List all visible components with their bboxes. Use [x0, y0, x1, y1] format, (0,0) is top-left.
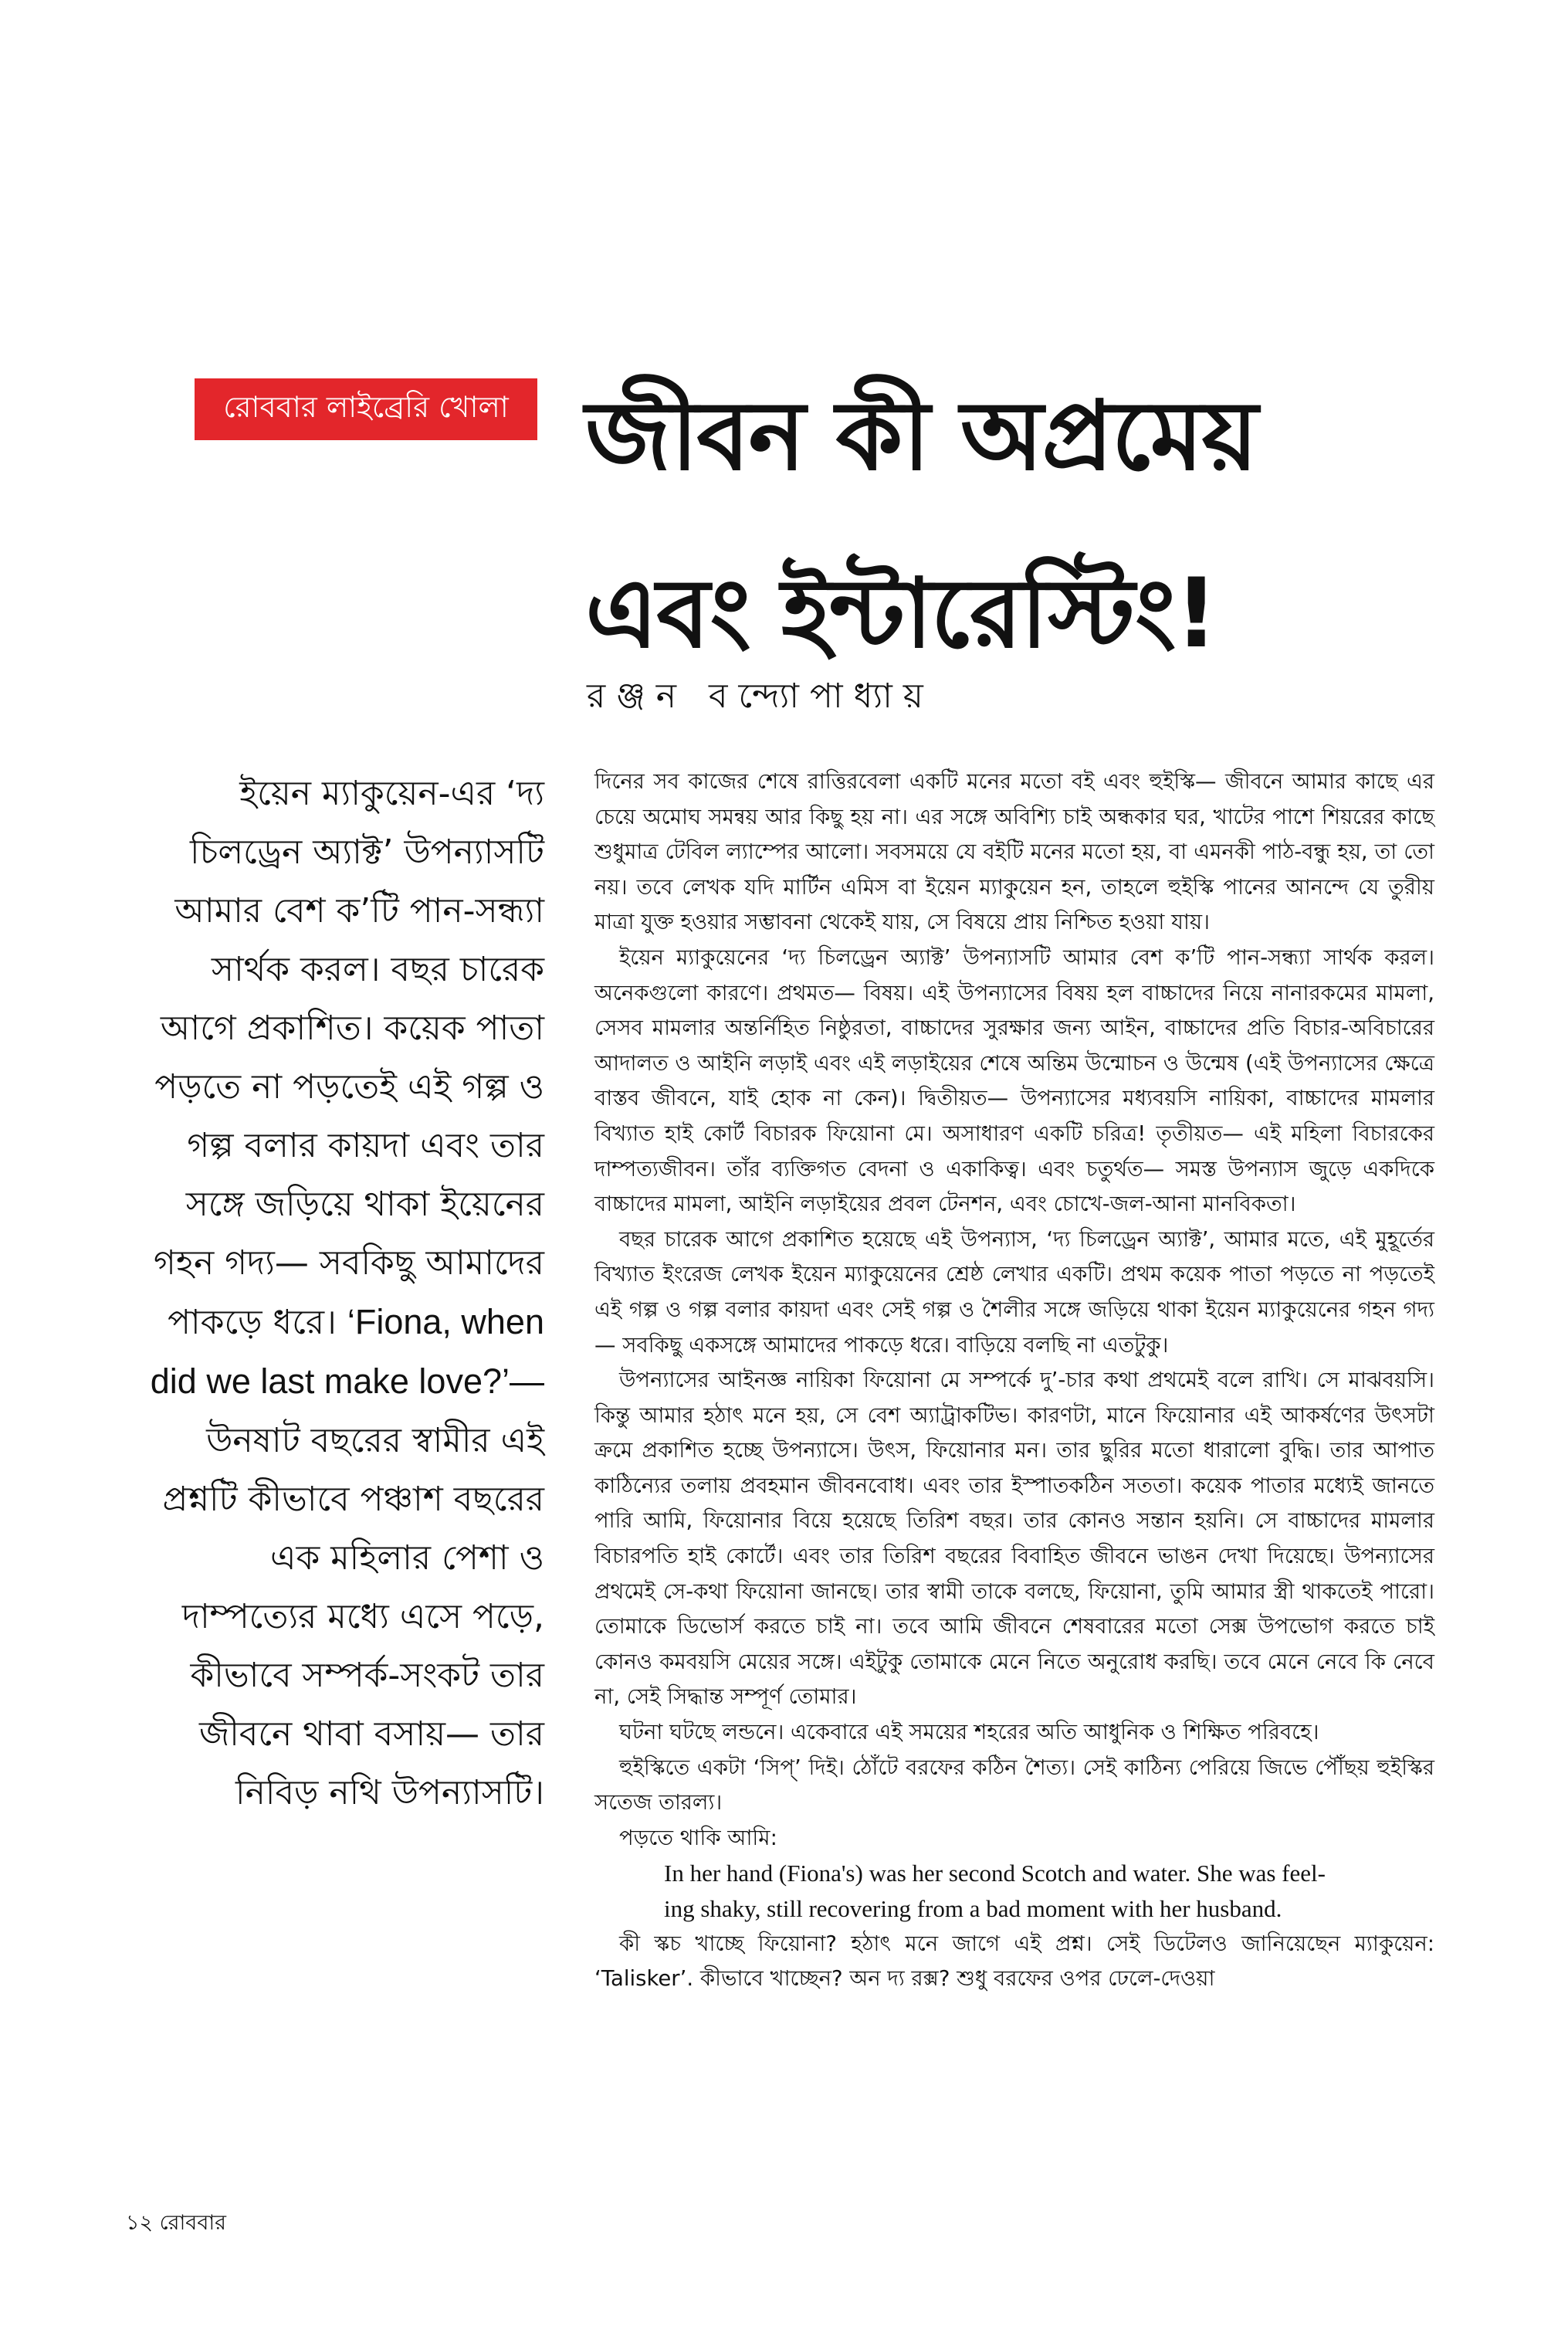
headline: [585, 348, 1473, 703]
body-paragraph-4: উপন্যাসের আইনজ্ঞ নায়িকা ফিয়োনা মে সম্পর্কে দু’-চার কথা প্রথমেই বলে রাখি। সে মাঝবয়সি। কিন্তু আমার হঠাৎ মনে হয়, সে বেশ অ্যাট্রাকটিভ। কারণটা, মানে ফিয়োনার এই আকর্ষণের উৎসটা ক্রমে প্রকাশিত হচ্ছে উপন্যাসে। উৎস, ফিয়োনার মন। তার ছুরির মতো ধারালো বুদ্ধি। তার আপাত কাঠিন্যের তলায় প্রবহমান জীবনবোধ। এবং তার ইস্পাতকঠিন সততা। কয়েক পাতার মধ্যেই জানতে পারি আমি, ফিয়োনার বিয়ে হয়েছে তিরিশ বছর। তার কোনও সন্তান হয়নি। সে বাচ্চাদের মামলার বিচারপতি হাই কোর্টে। এবং তার তিরিশ বছরের বিবাহিত জীবনে ভাঙন দেখা দিয়েছে। উপন্যাসের প্রথমেই সে-কথা ফিয়োনা জানছে। তার স্বামী তাকে বলছে, ফিয়োনা, তুমি আমার স্ত্রী থাকতেই পারো। তোমাকে ডিভোর্স করতে চাই না। তবে আমি জীবনে শেষবারের মতো সেক্স উপভোগ করতে চাই কোনও কমবয়সি মেয়ের সঙ্গে। এইটুকু তোমাকে মেনে নিতে অনুরোধ করছি। তবে মেনে নেবে কি নেবে না, সেই সিদ্ধান্ত সম্পূর্ণ তোমার।: [594, 1368, 1434, 1710]
headline-line-1: জীবন কী অপ্রমেয়: [585, 381, 1257, 492]
article-body: [594, 765, 1434, 1997]
pull-quote: [135, 765, 544, 1822]
author-byline: রঞ্জন বন্দ্যোপাধ্যায়: [587, 676, 934, 716]
pull-quote-bengali-2: উনষাট বছরের স্বামীর এই প্রশ্নটি কীভাবে পঞ্চাশ বছরের এক মহিলার পেশা ও দাম্পত্যের মধ্যে এসে পড়ে, কীভাবে সম্পর্ক-সংকট তার জীবনে থাবা বসায়— তার নিবিড় নথি উপন্যাসটি।: [162, 1421, 544, 1812]
body-paragraph-8: কী স্কচ খাচ্ছে ফিয়োনা? হঠাৎ মনে জাগে এই প্রশ্ন। সেই ডিটেলও জানিয়েছেন ম্যাকুয়েন: ‘Talisker’. কীভাবে খাচ্ছেন? অন দ্য রক্স? শুধু বরফের ওপর ঢেলে-দেওয়া: [594, 1931, 1434, 1992]
quote-line-2: ing shaky, still recovering from a bad moment with her husband.: [664, 1895, 1282, 1922]
quote-line-1: In her hand (Fiona's) was her second Scotch and water. She was feel-: [664, 1860, 1326, 1887]
section-tag: রোববার লাইব্রেরি খোলা: [195, 378, 537, 440]
body-paragraph-5: ঘটনা ঘটছে লন্ডনে। একেবারে এই সময়ের শহরের অতি আধুনিক ও শিক্ষিত পরিবহে।: [619, 1720, 1319, 1745]
body-paragraph-7: পড়তে থাকি আমি:: [619, 1825, 777, 1850]
page-folio: ১২ রোববার: [126, 2211, 227, 2235]
body-paragraph-6: হুইস্কিতে একটা ‘সিপ্’ দিই। ঠোঁটে বরফের কঠিন শৈত্য। সেই কাঠিন্য পেরিয়ে জিভে পৌঁছয় হুইস্কির সতেজ তারল্য।: [594, 1755, 1434, 1816]
english-quotation: [664, 1856, 1434, 1926]
body-paragraph-2: ইয়েন ম্যাকুয়েনের ‘দ্য চিলড্রেন অ্যাক্ট’ উপন্যাসটি আমার বেশ ক’টি পান-সন্ধ্যা সার্থক করল। অনেকগুলো কারণে। প্রথমত— বিষয়। এই উপন্যাসের বিষয় হল বাচ্চাদের নিয়ে নানারকমের মামলা, সেসব মামলার অন্তর্নিহিত নিষ্ঠুরতা, বাচ্চাদের সুরক্ষার জন্য আইন, বাচ্চাদের প্রতি বিচার-অবিচারের আদালত ও আইনি লড়াই এবং এই লড়াইয়ের শেষে অন্তিম উন্মোচন ও উন্মেষ (এই উপন্যাসের ক্ষেত্রে বাস্তব জীবনে, যাই হোক না কেন)। দ্বিতীয়ত— উপন্যাসের মধ্যবয়সি নায়িকা, বাচ্চাদের মামলার বিখ্যাত হাই কোর্ট বিচারক ফিয়োনা মে। অসাধারণ একটি চরিত্র! তৃতীয়ত— এই মহিলা বিচারকের দাম্পত্যজীবন। তাঁর ব্যক্তিগত বেদনা ও একাকিত্ব। এবং চতুর্থত— সমস্ত উপন্যাস জুড়ে একদিকে বাচ্চাদের মামলা, আইনি লড়াইয়ের প্রবল টেনশন, এবং চোখে-জল-আনা মানবিকতা।: [594, 944, 1434, 1217]
headline-line-2: এবং ইন্টারেস্টিং!: [585, 558, 1217, 670]
pull-quote-bengali-1: ইয়েন ম্যাকুয়েন-এর ‘দ্য চিলড্রেন অ্যাক্ট’ উপন্যাসটি আমার বেশ ক’টি পান-সন্ধ্যা সার্থক করল। বছর চারেক আগে প্রকাশিত। কয়েক পাতা পড়তে না পড়তেই এই গল্প ও গল্প বলার কায়দা এবং তার সঙ্গে জড়িয়ে থাকা ইয়েনের গহন গদ্য— সবকিছু আমাদের পাকড়ে ধরে।: [154, 774, 544, 1342]
body-paragraph-3: বছর চারেক আগে প্রকাশিত হয়েছে এই উপন্যাস, ‘দ্য চিলড্রেন অ্যাক্ট’, আমার মতে, এই মুহূর্তের বিখ্যাত ইংরেজ লেখক ইয়েন ম্যাকুয়েনের শ্রেষ্ঠ লেখার একটি। প্রথম কয়েক পাতা পড়তে না পড়তেই এই গল্প ও গল্প বলার কায়দা এবং সেই গল্প ও শৈলীর সঙ্গে জড়িয়ে থাকা ইয়েন ম্যাকুয়েনের গহন গদ্য— সবকিছু একসঙ্গে আমাদের পাকড়ে ধরে। বাড়িয়ে বলছি না এতটুকু।: [594, 1226, 1434, 1358]
body-paragraph-1: দিনের সব কাজের শেষে রাত্তিরবেলা একটি মনের মতো বই এবং হুইস্কি— জীবনে আমার কাছে এর চেয়ে অমোঘ সমন্বয় আর কিছু হয় না। এর সঙ্গে অবিশ্যি চাই অন্ধকার ঘর, খাটের পাশে শিয়রের কাছে শুধুমাত্র টেবিল ল্যাম্পের আলো। সবসময়ে যে বইটি মনের মতো হয়, বা এমনকী পাঠ-বন্ধু হয়, তা তো নয়। তবে লেখক যদি মার্টিন এমিস বা ইয়েন ম্যাকুয়েন হন, তাহলে হুইস্কি পানের আনন্দে যে তুরীয় মাত্রা যুক্ত হওয়ার সম্ভাবনা থেকেই যায়, সে বিষয়ে প্রায় নিশ্চিত হওয়া যায়।: [594, 769, 1434, 935]
pull-quote-english: ‘Fiona, when did we last make love?’—: [150, 1302, 544, 1401]
